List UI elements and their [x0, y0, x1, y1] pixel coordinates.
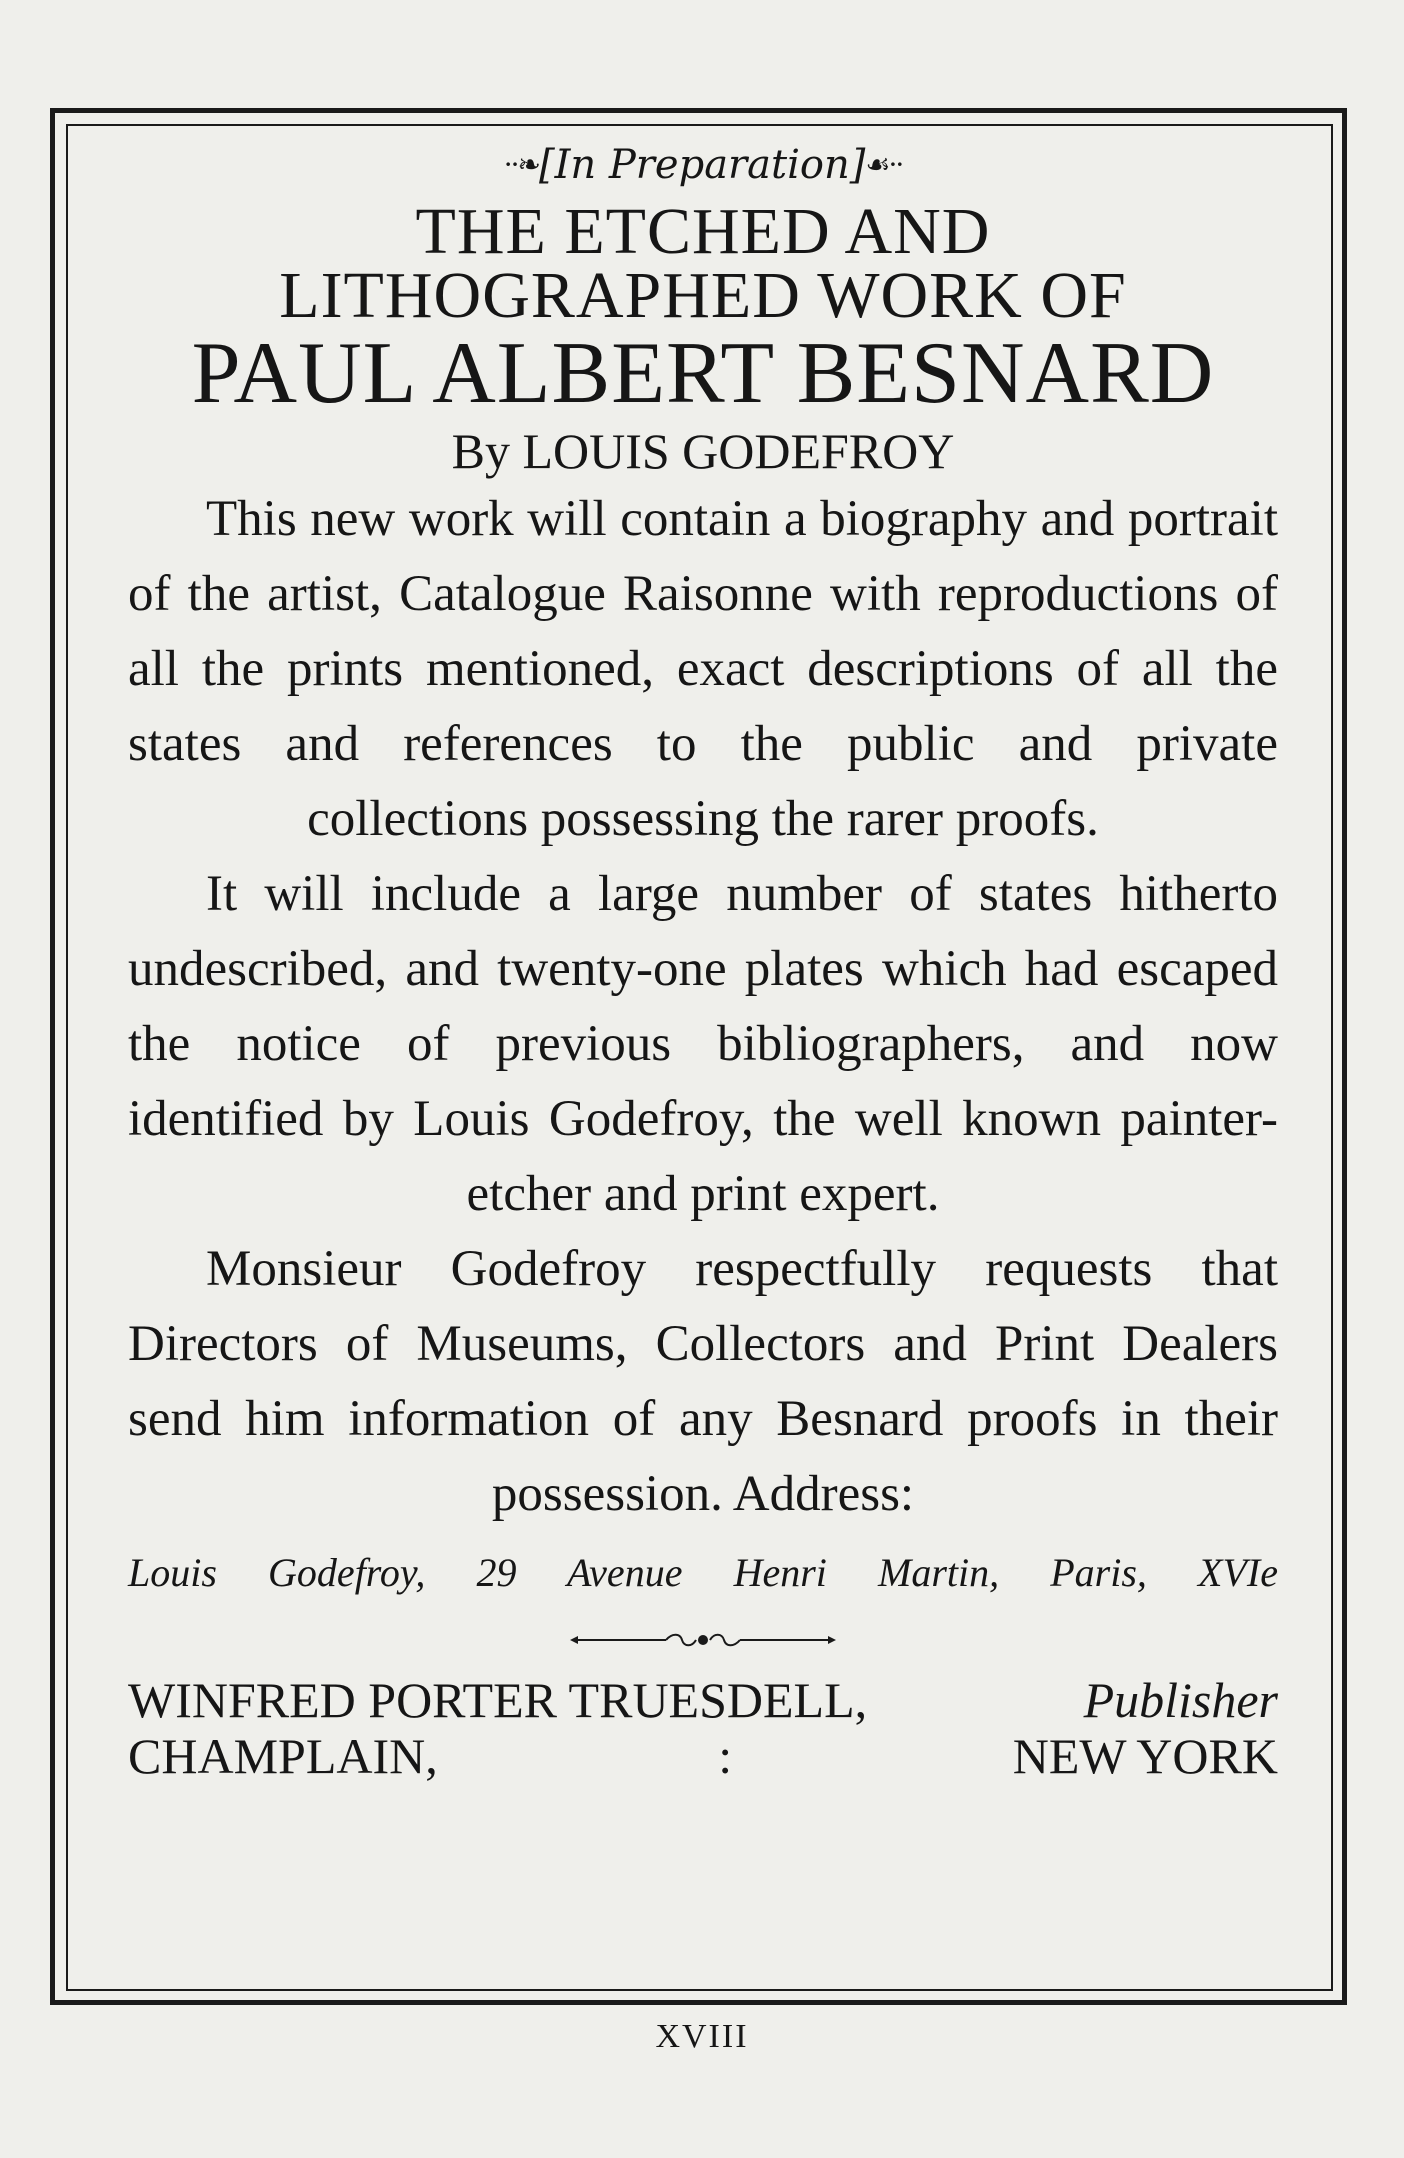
publisher-city: CHAMPLAIN,: [128, 1728, 438, 1784]
publisher-name: WINFRED PORTER TRUESDELL,: [128, 1672, 868, 1728]
publisher-location: [128, 1728, 1278, 1784]
paragraph-description: This new work will contain a biography and portrait of the artist, Catalogue Raisonne with reproductions of all the prints mentioned, exact descriptions of all the states and references to the public and private collections possessing the rarer proofs.: [128, 491, 1278, 847]
publisher-role: Publisher: [1083, 1672, 1278, 1728]
author-byline: By LOUIS GODEFROY: [451, 423, 955, 479]
title-main: PAUL ALBERT BESNARD: [191, 325, 1215, 422]
scroll-divider-icon: [128, 1608, 1278, 1672]
right-fleuron-icon: ☙··: [865, 148, 903, 181]
title-line-1: THE ETCHED AND: [415, 195, 991, 268]
publisher-line: [128, 1672, 1278, 1728]
announcement-content: [128, 130, 1278, 1784]
paragraph-request: Monsieur Godefroy respectfully requests that Directors of Museums, Collectors and Print Dealers send him information of any Besnard proofs in their possession. Address:: [128, 1241, 1278, 1522]
publisher-state: NEW YORK: [1012, 1728, 1278, 1784]
left-fleuron-icon: ··❧: [503, 148, 539, 181]
page-number: XVIII: [655, 2018, 749, 2055]
contact-address: Louis Godefroy, 29 Avenue Henri Martin, Paris, XVIe: [128, 1550, 1278, 1595]
in-preparation-heading: ··❧[In Preparation]☙··: [503, 142, 903, 188]
location-separator: :: [718, 1728, 733, 1784]
paragraph-contents: It will include a large number of states hitherto undescribed, and twenty-one plates which had escaped the notice of previous bibliographers, and now identified by Louis Godefroy, the well known painter-etcher and print expert.: [128, 866, 1278, 1222]
in-preparation-label: In Preparation: [554, 142, 850, 188]
title-line-2: LITHOGRAPHED WORK OF: [279, 259, 1127, 332]
